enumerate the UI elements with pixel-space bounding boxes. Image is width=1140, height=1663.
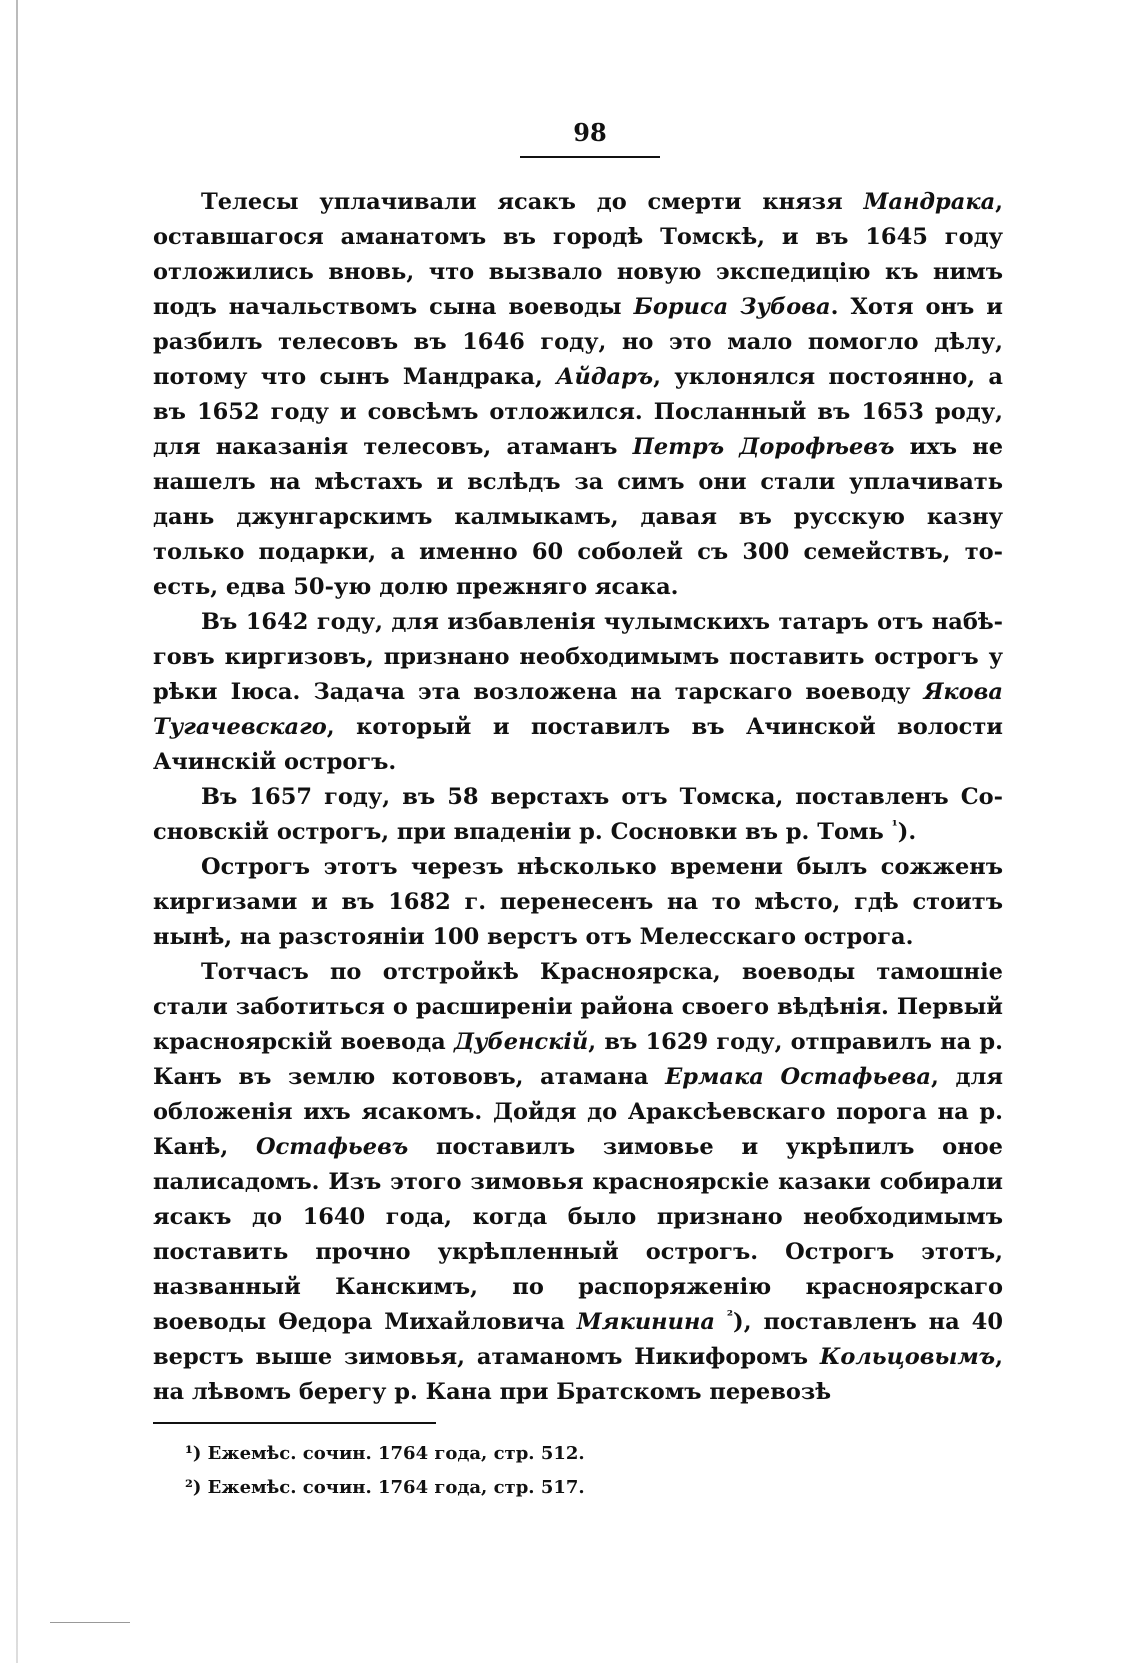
paragraph xyxy=(153,850,1003,955)
paragraph xyxy=(153,780,1003,850)
text-run xyxy=(715,1309,727,1335)
text-run: . Хотя онъ и разбилъ телесовъ въ 1646 году, но это мало помогло дѣлу, потому что сынъ Мандрака, xyxy=(153,294,1003,390)
italic-name: Петръ Дорофѣевъ xyxy=(632,434,895,460)
text-run: Телесы уплачивали ясакъ до смерти князя xyxy=(201,189,864,215)
italic-name: Якова Тугачевскаго xyxy=(153,679,1003,740)
page-number: 98 xyxy=(573,118,607,147)
footnote-marker: ¹ xyxy=(891,818,898,835)
text-run: , уклонялся постоянно, а въ 1652 году и совсѣмъ отложился. Посланный въ 1653 роду, для наказанія телесовъ, атаманъ xyxy=(153,364,1003,460)
italic-name: Кольцовымъ xyxy=(819,1344,996,1370)
italic-name: Мякинина xyxy=(576,1309,715,1335)
italic-name: Айдаръ xyxy=(556,364,654,390)
footnote-marker: ² xyxy=(726,1308,734,1325)
text-run: , который и поставилъ въ Ачинской волости Ачинскій острогъ. xyxy=(153,714,1003,775)
scan-mark xyxy=(50,1622,130,1623)
text-run: Въ 1657 году, въ 58 верстахъ отъ Томска, поставленъ Сосновскій острогъ, при впаденіи р. Сосновки въ р. Томь xyxy=(153,784,1003,845)
text-run: поставилъ зимовье и укрѣпилъ оное палисадомъ. Изъ этого зимовья красноярскіе казаки собирали ясакъ до 1640 года, когда было признано необходимымъ поставить прочно укрѣпленный острогъ. Острогъ этотъ, названный Канскимъ, по распоряженію красноярскаго воеводы Ѳедора Михайловича xyxy=(153,1134,1003,1335)
paragraph xyxy=(153,605,1003,780)
italic-name: Мандрака xyxy=(863,189,996,215)
main-text xyxy=(153,185,1003,1410)
text-run: ). xyxy=(897,819,917,845)
footnotes xyxy=(185,1437,885,1505)
text-run: , на лѣвомъ берегу р. Кана при Братскомъ перевозѣ xyxy=(153,1344,1003,1405)
footnote: ¹) Ежемѣс. сочин. 1764 года, стр. 512. xyxy=(185,1443,585,1464)
text-run: , оставшагося аманатомъ въ городѣ Томскѣ, и въ 1645 году отложились вновь, что вызвало новую экспедицію къ нимъ подъ начальствомъ сына воеводы xyxy=(153,189,1003,320)
italic-name: Бориса Зубова xyxy=(633,294,831,320)
paragraph xyxy=(153,185,1003,605)
paragraph xyxy=(153,955,1003,1410)
footnote: ²) Ежемѣс. сочин. 1764 года, стр. 517. xyxy=(185,1477,585,1498)
text-run: ), поставленъ на 40 верстъ выше зимовья, атаманомъ Никифоромъ xyxy=(153,1309,1003,1370)
text-run: Острогъ этотъ черезъ нѣсколько времени былъ сожженъ киргизами и въ 1682 г. перенесенъ на то мѣсто, гдѣ стоитъ нынѣ, на разстояніи 100 верстъ отъ Мелесскаго острога. xyxy=(153,854,1003,950)
text-run: , для обложенія ихъ ясакомъ. Дойдя до Араксѣевскаго порога на р. Канѣ, xyxy=(153,1064,1003,1160)
page-scan-edge xyxy=(16,0,18,1663)
text-run: Въ 1642 году, для избавленія чулымскихъ татаръ отъ набѣговъ киргизовъ, признано необходимымъ поставить острогъ у рѣки Іюса. Задача эта возложена на тарскаго воеводу xyxy=(153,609,1003,705)
page-number-rule xyxy=(520,156,660,158)
italic-name: Остафьевъ xyxy=(255,1134,409,1160)
footnote-rule xyxy=(153,1422,436,1424)
text-run: ихъ не нашелъ на мѣстахъ и вслѣдъ за симъ они стали уплачивать дань джунгарскимъ калмыкамъ, давая въ русскую казну только подарки, а именно 60 соболей съ 300 семействъ, то-есть, едва 50-ую долю прежняго ясака. xyxy=(153,434,1004,600)
text-run: , въ 1629 году, отправилъ на р. Канъ въ землю котововъ, атамана xyxy=(153,1029,1003,1090)
italic-name: Дубенскій xyxy=(453,1029,589,1055)
italic-name: Ермака Остафьева xyxy=(665,1064,931,1090)
text-run: Тотчасъ по отстройкѣ Красноярска, воеводы тамошніе стали заботиться о расширеніи района своего вѣдѣнія. Первый красноярскій воевода xyxy=(153,959,1003,1055)
